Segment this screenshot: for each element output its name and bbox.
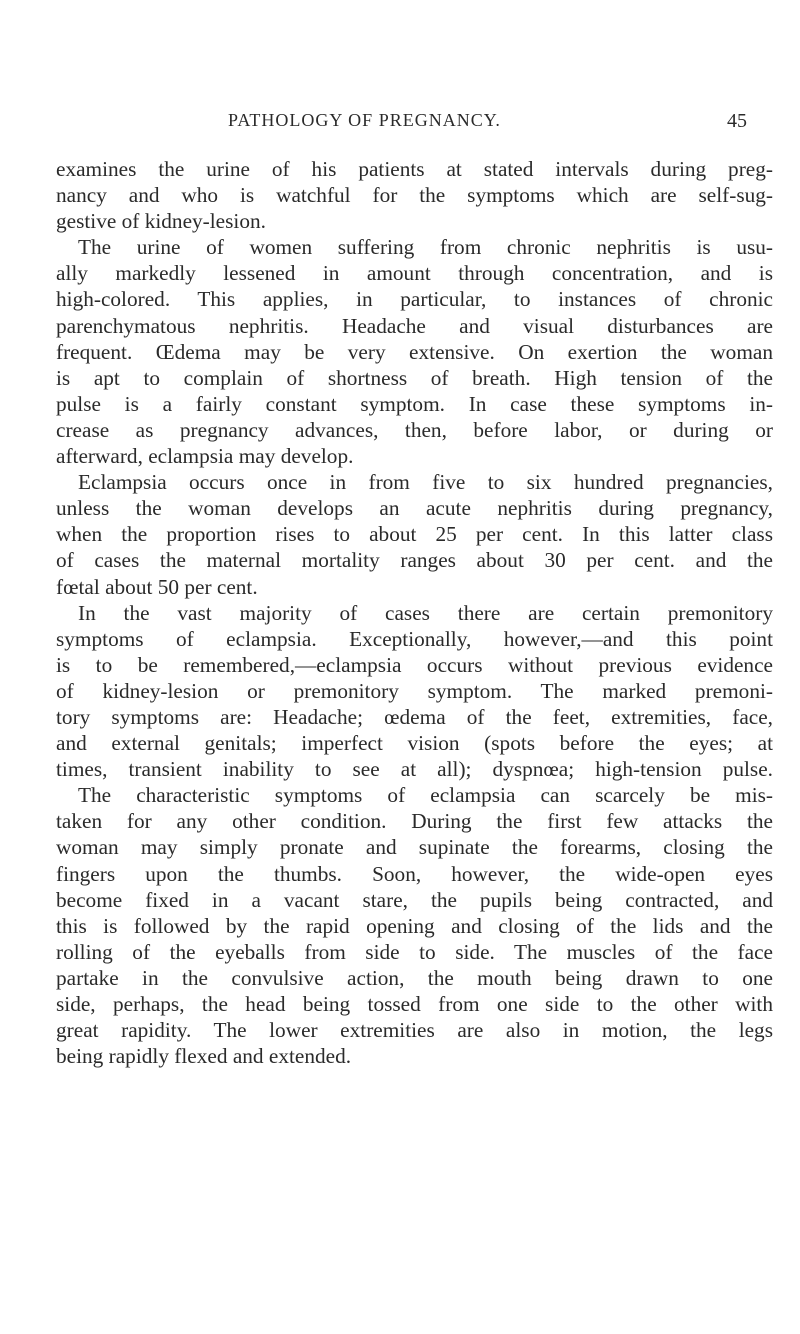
- text-line: nancy and who is watchful for the symptoms which are self-sug-: [56, 183, 773, 208]
- text-line: gestive of kidney-lesion.: [56, 209, 266, 234]
- page-header: [0, 110, 800, 140]
- text-line: parenchymatous nephritis. Headache and visual disturbances are: [56, 313, 773, 338]
- text-line: partake in the convulsive action, the mouth being drawn to one: [56, 965, 773, 990]
- text-line: fœtal about 50 per cent.: [56, 574, 258, 599]
- text-line: examines the urine of his patients at stated intervals during preg-: [56, 157, 773, 181]
- text-line: The urine of women suffering from chronic nephritis is usu-: [78, 235, 773, 260]
- text-line: crease as pregnancy advances, then, before labor, or during or: [56, 417, 773, 442]
- text-line: become fixed in a vacant stare, the pupils being contracted, and: [56, 887, 773, 912]
- text-line: of kidney-lesion or premonitory symptom. The marked premoni-: [56, 678, 773, 703]
- text-line: side, perhaps, the head being tossed from one side to the other with: [56, 992, 773, 1016]
- text-line: Eclampsia occurs once in from five to six hundred pregnancies,: [78, 470, 773, 495]
- text-line: being rapidly flexed and extended.: [56, 1044, 352, 1069]
- page-number: 45: [727, 110, 747, 132]
- text-line: tory symptoms are: Headache; œdema of the feet, extremities, face,: [56, 704, 773, 729]
- text-line: when the proportion rises to about 25 per cent. In this latter class: [56, 522, 773, 547]
- text-line: woman may simply pronate and supinate the forearms, closing the: [56, 835, 773, 860]
- text-line: In the vast majority of cases there are certain premonitory: [78, 600, 773, 625]
- text-line: The characteristic symptoms of eclampsia can scarcely be mis-: [78, 783, 773, 808]
- text-line: great rapidity. The lower extremities are also in motion, the legs: [56, 1018, 773, 1043]
- text-line: afterward, eclampsia may develop.: [56, 444, 354, 469]
- text-line: unless the woman develops an acute nephritis during pregnancy,: [56, 496, 773, 521]
- text-line: of cases the maternal mortality ranges about 30 per cent. and the: [56, 548, 773, 573]
- text-line: rolling of the eyeballs from side to side. The muscles of the face: [56, 939, 773, 964]
- text-line: and external genitals; imperfect vision (spots before the eyes; at: [56, 731, 773, 756]
- running-title: PATHOLOGY OF PREGNANCY.: [228, 110, 501, 130]
- text-line: fingers upon the thumbs. Soon, however, the wide-open eyes: [56, 861, 773, 886]
- text-line: is to be remembered,—eclampsia occurs without previous evidence: [56, 652, 773, 677]
- text-line: high-colored. This applies, in particular, to instances of chronic: [56, 287, 773, 312]
- text-line: this is followed by the rapid opening and closing of the lids and the: [56, 913, 773, 938]
- text-line: is apt to complain of shortness of breath. High tension of the: [56, 365, 773, 390]
- text-line: pulse is a fairly constant symptom. In case these symptoms in-: [56, 391, 773, 416]
- text-line: taken for any other condition. During the first few attacks the: [56, 809, 773, 834]
- text-line: times, transient inability to see at all); dyspnœa; high-tension pulse.: [56, 757, 773, 782]
- text-line: symptoms of eclampsia. Exceptionally, however,—and this point: [56, 626, 773, 651]
- text-line: frequent. Œdema may be very extensive. On exertion the woman: [56, 339, 773, 364]
- body-text: [56, 156, 773, 1069]
- text-line: ally markedly lessened in amount through concentration, and is: [56, 261, 773, 286]
